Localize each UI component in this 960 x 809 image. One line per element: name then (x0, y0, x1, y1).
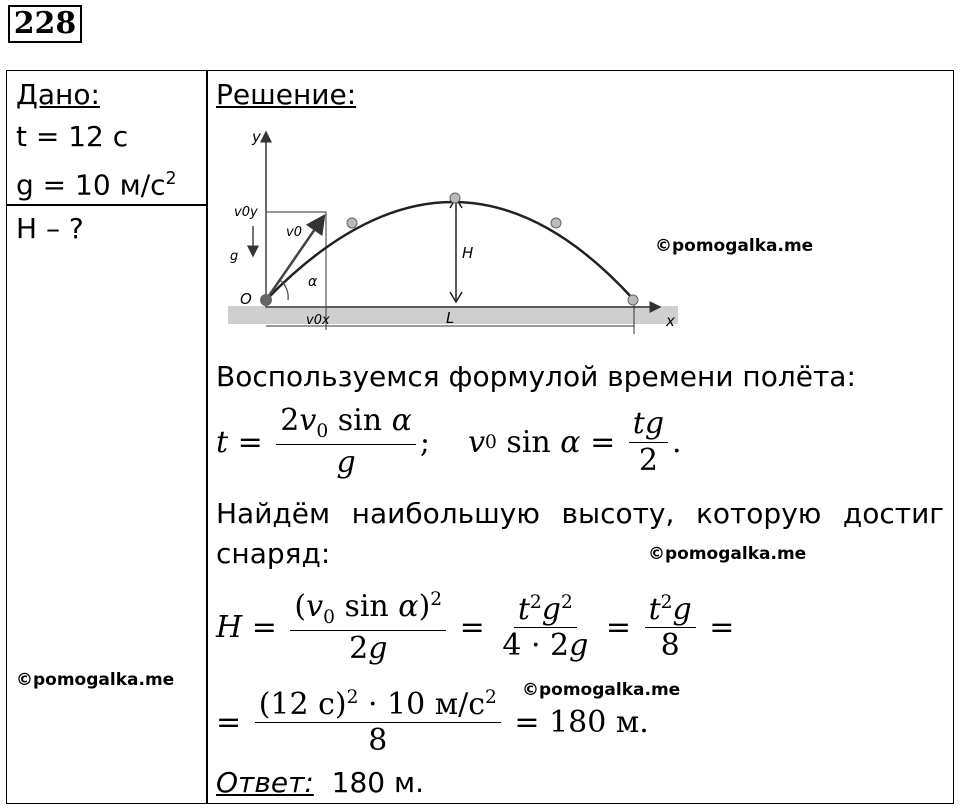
v0y-label: v0y (234, 205, 258, 220)
table-divider-vertical (206, 70, 208, 804)
given-heading: Дано: (16, 78, 100, 111)
watermark: ©pomogalka.me (648, 544, 807, 564)
numeric-calculation: = $\frac{(12 с)^2 \cdot 10 м/с^2}{8}$ = 180 м. (216, 686, 649, 758)
problem-number: 228 (8, 5, 82, 43)
max-height-formula: H = $\frac{(v_0 \sin \alpha)^2}{2g}$ = $\frac{t^2g^2}{4 \cdot 2g}$ = $\frac{t^2g}{8}$ = (216, 588, 735, 666)
trajectory-curve (266, 202, 634, 300)
v0x-label: v0x (306, 313, 330, 328)
H-label: H (462, 244, 474, 262)
trajectory-point (551, 218, 561, 228)
answer-line (216, 766, 424, 800)
projectile-figure (228, 104, 698, 338)
step1-text: Воспользуемся формулой времени полёта: (216, 360, 856, 393)
v0-label: v0 (286, 225, 302, 240)
trajectory-point-landing (628, 295, 638, 305)
launch-point (260, 294, 272, 306)
step2-text: Найдём наибольшую высоту, которую достиг снаряд: (216, 497, 944, 570)
given-gravity (16, 162, 177, 202)
given-gravity-text: g = 10 м/с (16, 168, 166, 202)
flight-time-formula: t = $\frac{2v_0 \sin \alpha}{g}$ ; v 0 sin α = $\frac{tg}{2}$ . (216, 403, 682, 480)
trajectory-point-apex (450, 193, 460, 203)
trajectory-point (347, 218, 357, 228)
x-axis-label: x (666, 312, 675, 330)
L-label: L (446, 309, 455, 327)
table-divider-horizontal (6, 204, 207, 206)
given-gravity-exponent: 2 (165, 169, 177, 189)
origin-label: O (240, 290, 252, 308)
g-label: g (230, 249, 239, 264)
answer-value: 180 м. (331, 766, 425, 799)
y-axis-label: y (252, 128, 261, 146)
given-time: t = 12 с (16, 120, 129, 153)
watermark: ©pomogalka.me (522, 680, 681, 700)
find-quantity: H – ? (16, 212, 84, 245)
answer-label: Ответ: (216, 766, 314, 799)
watermark: ©pomogalka.me (655, 236, 814, 256)
solution-heading: Решение: (216, 78, 357, 111)
alpha-label: α (308, 274, 318, 290)
watermark: ©pomogalka.me (16, 670, 175, 690)
